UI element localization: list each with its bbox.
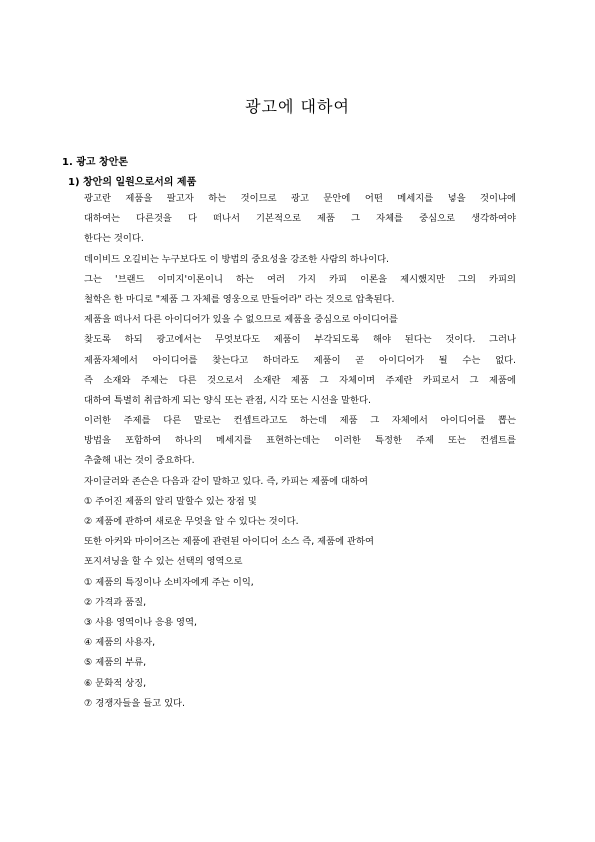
list-item: ① 제품의 특징이나 소비자에게 주는 이익, bbox=[84, 576, 254, 588]
body-line: 방법을 포함하여 하나의 메세지를 표현하는데는 이러한 특정한 주제 또는 컨셉트를 bbox=[84, 435, 516, 447]
body-line: 제품을 떠나서 다른 아이디어가 있을 수 없으므로 제품을 중심으로 아이디어를 bbox=[84, 314, 398, 326]
list-item: ⑥ 문화적 상징, bbox=[84, 677, 147, 689]
body-line: 철학은 한 마디로 "제품 그 자체를 영웅으로 만들어라" 라는 것으로 압축된다. bbox=[84, 293, 395, 305]
body-line: 광고란 제품을 팔고자 하는 것이므로 광고 문안에 어떤 메세지를 넣을 것이냐에 bbox=[84, 193, 516, 204]
list-item: ⑤ 제품의 부류, bbox=[84, 657, 147, 669]
list-item: ⑦ 경쟁자들을 들고 있다. bbox=[84, 697, 185, 709]
body-line: 대하여 특별히 취급하게 되는 양식 또는 관점, 시각 또는 시선을 말한다. bbox=[84, 394, 371, 406]
list-item: ② 가격과 품질, bbox=[84, 596, 147, 608]
list-item: ② 제품에 관하여 새로운 무엇을 알 수 있다는 것이다. bbox=[84, 516, 299, 527]
body-line: 자이글러와 존슨은 다음과 같이 말하고 있다. 즉, 카피는 제품에 대하여 bbox=[84, 475, 368, 487]
page-title: 광고에 대하여 bbox=[245, 97, 350, 116]
body-line: 추출해 내는 것이 중요하다. bbox=[84, 455, 195, 467]
body-line: 또한 아커와 마이어즈는 제품에 관련된 아이디어 소스 즉, 제품에 관하여 bbox=[84, 536, 374, 548]
body-line: 한다는 것이다. bbox=[84, 233, 144, 245]
section-heading: 1. 광고 창안론 bbox=[62, 157, 129, 168]
subsection-heading: 1) 창안의 일원으로서의 제품 bbox=[68, 177, 197, 188]
body-line: 그는 '브랜드 이미지'이론이니 하는 여러 가지 카피 이론을 제시했지만 그의 카피의 bbox=[84, 273, 516, 285]
body-text bbox=[84, 189, 516, 714]
list-item: ④ 제품의 사용자, bbox=[84, 637, 156, 649]
body-line: 데이비드 오길비는 누구보다도 이 방법의 중요성을 강조한 사람의 하나이다. bbox=[84, 253, 390, 265]
body-line: 포지셔닝을 할 수 있는 선택의 영역으로 bbox=[84, 556, 243, 568]
body-line: 제품자체에서 아이디어를 찾는다고 하더라도 제품이 곧 아이디어가 될 수는 없다. bbox=[84, 354, 516, 366]
body-line: 즉 소재와 주제는 다른 것으로서 소재란 제품 그 자체이며 주제란 카피로서 그 제품에 bbox=[84, 374, 516, 386]
body-line: 대하여는 다른것을 다 떠나서 기본적으로 제품 그 자체를 중심으로 생각하여야 bbox=[84, 213, 516, 225]
list-item: ③ 사용 영역이나 응용 영역, bbox=[84, 616, 197, 628]
body-line: 찾도록 하되 광고에서는 무엇보다도 제품이 부각되도록 해야 된다는 것이다. 그러나 bbox=[84, 334, 516, 346]
body-line: 이러한 주제를 다른 말로는 컨셉트라고도 하는데 제품 그 자체에서 아이디어를 뽑는 bbox=[84, 415, 516, 427]
list-item: ① 주어진 제품의 알리 말할수 있는 장점 및 bbox=[84, 495, 257, 507]
